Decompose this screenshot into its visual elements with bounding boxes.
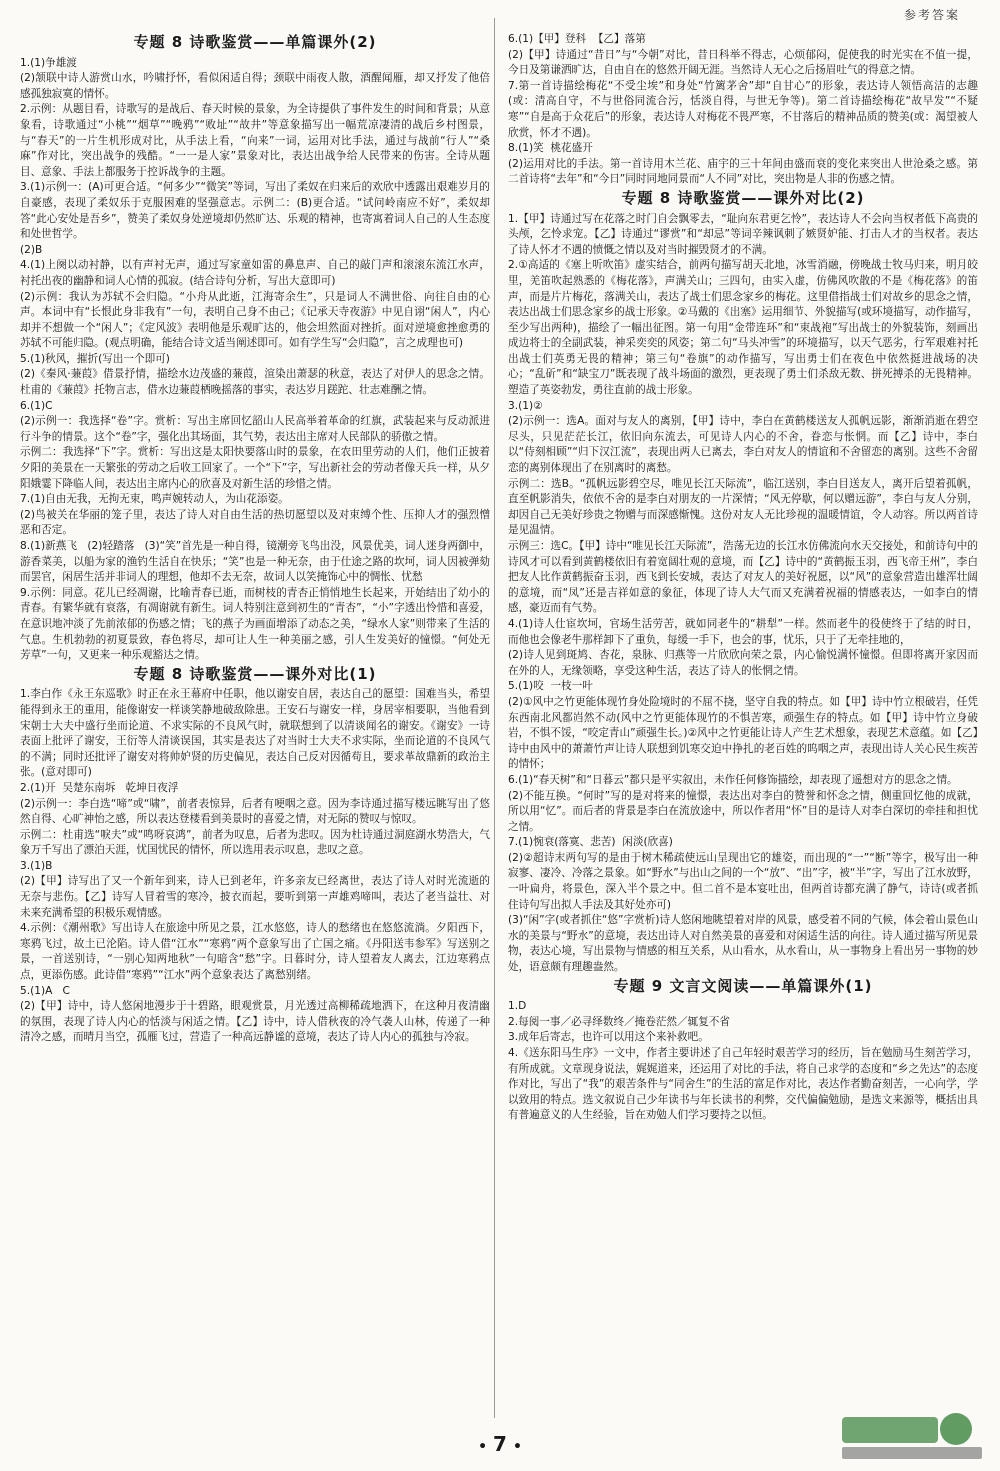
header-tag: 参考答案	[903, 8, 960, 22]
watermark-logo	[836, 1409, 986, 1463]
answer-block: 1.D 2.每阅一事／必寻绎数终／掩卷茫然／辄复不省 3.成年后寄志，也许可以用这个来补救吧。 4.《送东阳马生序》一文中，作者主要讲述了自己年轻时艰苦学习的经历，旨在勉励马生刻苦学习，有所成就。文章现身说法，娓娓道来，还运用了对比的手法，将自己求学的态度和“乡之先达”的态度作对比，写出了“我”的艰苦条件与“同舍生”的生活的富足作对比，表达作者勤奋刻苦，一心向学，学以致用的特点。选文叙说自己少年读书与年长读书的利弊，交代偏偏勉励，是选文来源等，概括出具有普遍意义的人生经验，旨在劝勉人们学习要持之以恒。	[508, 1000, 978, 1122]
answer-block: 1.李白作《永王东巡歌》时正在永王幕府中任职，他以谢安自居，表达自己的愿望：国难当头，希望能得到永王的重用，能像谢安一样谈笑静地破敌除患。王安石与谢安一样，身居宰相要职，当他看到宋朝士大夫中盛行坐而论道、不求实际的不良风气时，就联想到了以清谈闻名的谢安。《谢安》一诗表面上批评了谢安，王衍等人清谈误国，其实是表达了对当时士大夫不求实际，坐而论道的不良风气的不满；同时还批评了谢安对将帅妒贤的历史偏见，表达自己反对因循苟且，要求革故鼎新的政治主张。(意对即可) 2.(1)开 吴楚东南坼 乾坤日夜浮 (2)示例一：李白选“啼”或“啸”，前者表惊异，后者有哽咽之意。因为李诗通过描写楼远眺写出了悠然自得、心旷神怡之感，所以表达登楼看到美景时的喜爱之情，对无际的赞叹与惊叹。 示例二：杜甫选“唳夫”或“鸣呀哀鸿”，前者为叹息，后者为悲叹。因为杜诗通过洞庭湖水势浩大，气象万千写出了漂泊天涯，忧国忧民的情怀，所以选用表示叹息，悲叹之意。 3.(1)B (2)【甲】诗写出了又一个新年到来，诗人已到老年，许多亲友已经离世，表达了诗人对时光流逝的无奈与悲伤。【乙】诗写人冒着雪的寒冷，披衣而起，要听到第一声雄鸡啼叫，表达了老当益壮、对未来充满希望的积极乐观情感。 4.示例：《潮州歌》写出诗人在旅途中所见之景，江水悠悠，诗人的愁绪也在悠悠流淌。夕阳西下，寒鸦飞过，故土已沦陷。诗人借“江水”“寒鸦”两个意象写出了亡国之痛。《丹阳送韦参军》写送别之景，一首送别诗，“一别心知两地秋”一句暗含“愁”字。日暮时分，诗人望着友人离去，江边寒鸦点点，更添伤感。此诗借“寒鸦”“江水”两个意象表达了离愁别绪。 5.(1)A C (2)【甲】诗中，诗人悠闲地漫步于十碧路，眼观赏景，月光透过高柳稀疏地洒下，在这种月夜清幽的氛围，表现了诗人内心的恬淡与闲适之情。【乙】诗中，诗人借秋夜的冷气袭人山林，传递了一种清冷之感，而晴月当空，孤雁飞过，营造了一种高远静谧的意境，表达了诗人内心的孤独与冷寂。	[20, 688, 490, 1044]
answer-block: 6.(1)【甲】登科 【乙】落第 (2)【甲】诗通过“昔日”与“今朝”对比，昔日科举不得志，心烦郁闷，促使我的时光实在不值一提，今日及第谦洒旷达，自由自在的悠然开阔无涯。当然诗人无心之后扬眉吐气的得意之情。 7.第一首诗描绘梅花“不受尘埃”和身处“竹篱茅舍”却“自甘心”的形象，表达诗人领悟高洁的志趣(或：清高自守，不与世俗同流合污，恬淡自得，与世无争等)。第二首诗描绘梅花“故早发”“不疑寒”“自是高于众花后”的形象，表达诗人对梅花不畏严寒，不甘落后的精神品质的赞美(或：渴望被人欣赏，怀才不遇)。 8.(1)笑 桃花盛开 (2)运用对比的手法。第一首诗用木兰花、庙宇的三十年间由盛而衰的变化来突出人世沧桑之感。第二首诗将“去年”和“今日”同时同地同景而“人不同”对比，突出物是人非的伤感之情。	[508, 33, 978, 186]
page-number-value: 7	[493, 1432, 507, 1456]
watermark-banner	[842, 1417, 938, 1443]
column-divider	[494, 18, 495, 1418]
page-number-dot-right: •	[512, 1439, 522, 1455]
answer-block: 1.【甲】诗通过写在花落之时门自会飘零去，“耻向东君更乞怜”，表达诗人不会向当权者低下高贵的头颅，乞怜求宠。【乙】诗通过“谬赏”和“却忌”等词辛辣讽刺了嫉贤妒能、打击人才的当权者。表达了诗人怀才不遇的愤慨之情以及对当时摧毁贤才的不满。 2.①高适的《塞上听吹笛》虚实结合，前两句描写胡天北地，冰雪消融，傍晚战士牧马归来，明月皎里，羌笛吹起熟悉的《梅花落》，声满关山；三四句，由实入虚，仿佛风吹散的不是《梅花落》的笛声，而是片片梅花，落满关山，表达了战士们思念家乡的梅花。这里借指战士们对故乡的思念之情，表达出战士们思念家乡的战士形象。②马戴的《出塞》运用细节、外貌描写(或环境描写，动作描写，至少写出两种)，描绘了一幅出征图。第一句用“金带连环”和“束战袍”写出战士的外貌装饰，刻画出成边将士的全副武装，神采奕奕的风姿；第二句“马头冲雪”的环境描写，以天气恶劣，行军艰难衬托出战士们英勇无畏的精神；第三句“卷旗”的动作描写，写出勇士们在夜色中依然挺进战场的决心；“乱斫”和“缺宝刀”既表现了战斗场面的激烈，更表现了勇士们杀敌无数、拼死搏杀的无畏精神。塑造了英姿勃发，勇往直前的战士形象。 3.(1)② (2)示例一：选A。面对与友人的离别，【甲】诗中，李白在黄鹤楼送友人孤帆远影，渐渐消逝在碧空尽头，只见茫茫长江，依旧向东流去，可见诗人内心的不舍，眷恋与怅惘。而【乙】诗中，李白以“侍刻相顾”“归下汉江流”，表现出两人已离去，李白对友人的情谊和不舍留恋的离别。这些不舍留恋的离别体现出了在别离时的离愁。 示例二：选B。“孤帆远影碧空尽，唯见长江天际流”，临江送别，李白目送友人，离开后望着孤帆，直至帆影消失，依依不舍的是李白对朋友的一片深情；“风无停歇，何以赠远游”，李白与友人分别，却因自己无美好珍贵之物赠与而深感惭愧。这份对友人无比珍视的温暖情谊，令人动容。所以两首诗是见温情。 示例三：选C。【甲】诗中“唯见长江天际流”，浩荡无边的长江水仿佛流向水天交接处，和前诗句中的诗风才可以看到黄鹤楼依旧有着宽阔壮观的意境，而【乙】诗中的“黄鹤振玉羽，西飞帝王州”，李白把友人比作黄鹤振奋玉羽，西飞到长安城，表达了对友人的美好祝愿，以“风”的意象营造出雄浑壮阔的意境，而“凤”还是吉祥如意的象征，体现了诗人大气而又充满着祝福的情感表达，一如李白的情感，豪迈而有气势。 4.(1)诗人仕宦坎坷，官场生活劳苦，就如同老牛的“耕犁”一样。然而老牛的役使终于了结的时日，而他也会像老牛那样卸下了重负，每缓一手下，也会的事，忧乐，只于了无牵挂地的， (2)诗人见到斑鸠、杏花，泉脉、归燕等一片欣欣向荣之景，内心愉悦满怀憧憬。但即将离开家因而在外的人，无缘领略，享受这种生活，表达了诗人的怅惘之情。 5.(1)咬 一枝一叶 (2)①风中之竹更能体现竹身处险境时的不屈不挠，坚守自我的特点。如【甲】诗中竹立根破岩，任凭东西南北风都岿然不动(风中之竹更能体现竹的不惧苦寒，顽强生存的特点。如【甲】诗中竹立身破岩，不惧不馁，“咬定青山”顽强生长。)②风中之竹更能让诗人产生艺术想象，表现艺术意蕴。如【乙】诗中由风中的萧萧竹声让诗人联想到饥寒交迫中挣扎的老百姓的呜咽之声，表现出诗人关心民生疾苦的情怀； 6.(1)“春天树”和“日暮云”都只是平实叙出，未作任何修饰描绘，却表现了遥想对方的思念之情。 (2)不能互换。“何时”写的是对将来的憧憬，表达出对李白的赞誉和怀念之情，侧重回忆他的成就，所以用“忆”。而后者的背景是李白在流放途中，所以作者用“怀”目的是诗人对李白深切的牵挂和担忧之情。 7.(1)惋衰(落寞、悲苦) 闲淡(欣喜) (2)②超诗末两句写的是由于树木稀疏使远山呈现出它的雄姿，而出现的“一”“断”等字，极写出一种寂寥、凄冷、冷落之景象。如“野水”与出山之间的一个“放”、“出”字，被“半”字，写出了江水放野，一叶扁舟，将景色，深入半个景之中。但二首不是本宴吐出，但两首诗都充满了静气，诗诗(或者抓住诗句写出拟人手法及其好处亦可) (3)“闲”字(或者抓住“悠”字赏析)诗人悠闲地眺望着对岸的风景，感受着不同的气候，体会着山景色山水的美景与“野水”的意境，表达出诗人对自然美景的喜爱和对闲适生活的向往。诗人通过描写所见景物，表达心境，写出景物与情感的相互关系，从山看水，从水看山，从一事物身上看出另一事物的妙处，语意颇有理趣盎然。	[508, 212, 978, 974]
section-heading: 专题 8 诗歌鉴赏——单篇课外(2)	[133, 33, 377, 51]
watermark-url-bar	[842, 1447, 982, 1459]
right-column	[508, 32, 978, 1124]
answer-block: 1.(1)争雄渡 (2)颔联中诗人游赏山水，吟啸抒怀，看似闲适自得；颈联中雨夜人散，酒醒闻雁，却又抒发了他倍感孤独寂寞的情怀。 2.示例：从题目看，诗歌写的是战后、春天时候的景象，为全诗提供了事件发生的时间和背景；从意象看，诗歌通过“小桃”“烟草”“晚鸦”“败址”“故井”等意象描写出一幅荒凉凄清的战后乡村图景，与“春天”的一片生机形成对比，从手法上看，“向来”一词，运用对比手法，通过与战前“行人”“桑麻”作对比，突出战争的残酷。“一一是人家”景象对比，表达出战争给人民带来的伤害。全诗从题目、意象、手法上都服务于控诉战争的主题。 3.(1)示例一：(A)可更合适。“何多少”“微笑”等词，写出了柔奴在归来后的欢欣中透露出艰难岁月的自豪感，表现了柔奴乐于克服困难的坚强意志。示例二：(B)更合适。“试问岭南应不好”，柔奴却答“此心安处是吾乡”，赞美了柔奴身处逆境却仍然旷达、乐观的精神，也寄寓着词人自己的人生态度和处世哲学。 (2)B 4.(1)上阕以动衬静，以有声衬无声，通过写家童如雷的鼻息声、自己的敲门声和滚滚东流江水声，衬托出夜的幽静和词人心情的孤寂。(结合诗句分析，写出大意即可) (2)示例：我认为苏轼不会归隐。“小舟从此逝，江海寄余生”，只是词人不满世俗、向往自由的心声。本词中有“长恨此身非我有”一句，表明自己身不由己；《记承天寺夜游》中见自诩“闲人”，内心却并不想做一个“闲人”；《定风波》表明他是乐观旷达的，他会坦然面对挫折。面对逆境愈挫愈勇的苏轼不可能归隐。(观点明确，能结合诗文适当阐述即可。如有学生写“会归隐”，言之成理也可) 5.(1)秋风，摧折(写出一个即可) (2)《秦风·蒹葭》借景抒情，描绘水边茂盛的蒹葭，渲染出萧瑟的秋意，表达了对伊人的思念之情。杜甫的《蒹葭》托物言志，借水边蒹葭栖晚摇落的事实，表达岁月蹉跎、壮志难酬之情。 6.(1)C (2)示例一：我选择“卷”字。赏析：写出主席回忆韶山人民高举着革命的红旗，武装起来与反动派进行斗争的情景。这个“卷”字，强化出其场面，其气势，表达出主席对人民部队的骄傲之情。 示例二：我选择“下”字。赏析：写出这是太阳快要落山时的景象，在农田里劳动的人们，他们正披着夕阳的美景在一天繁张的劳动之后收工回家了。一个“下”字，写出新社会的劳动者像天兵一样，从夕阳娥霎下降临人间，表达出主席内心的欣喜及对新生活的珍惜之情。 7.(1)自由无我，无拘无束，鸣声婉转动人，为山花添姿。 (2)鸟被关在华丽的笼子里，表达了诗人对自由生活的热切愿望以及对束缚个性、压抑人才的强烈憎恶和否定。 8.(1)新燕飞 (2)轻踏落 (3)“笑”首先是一种自得，镜潮旁飞鸟出没，风景优美，词人迷身两御中，游香菜美，以船为家的渔钓生活自在快乐；“笑”也是一种无奈，由于仕途之路的坎坷，词人因被弹劾而罢官，闲居生活并非词人的理想，他却不去无奈，故词人以笑掩饰心中的惆怅、忧愁 9.示例：同意。花儿已经凋谢，比喻青春已逝，而树枝的青杏正悄悄地生长起来，开始结出了幼小的青春。有繁华就有衰落，有凋谢就有新生。词人特别注意到初生的“青杏”，“小”字透出怜惜和喜爱，在意识地冲淡了先前浓郁的伤感之情；飞的燕子为画面增添了动态之美，“绿水人家”则带来了生活的气息。生机勃勃的初夏景致，春色将尽，却可让人生一种美丽之感，引人生发美好的憧憬。“何处无芳草”一句，又更来一种乐观豁达之情。	[20, 56, 490, 662]
watermark-seal	[940, 1413, 972, 1445]
section-heading: 专题 9 文言文阅读——单篇课外(1)	[613, 976, 873, 995]
section-heading: 专题 8 诗歌鉴赏——课外对比(1)	[133, 664, 377, 683]
page-number-dot-left: •	[478, 1439, 488, 1455]
section-heading: 专题 8 诗歌鉴赏——课外对比(2)	[621, 188, 865, 207]
left-column	[20, 32, 490, 1046]
